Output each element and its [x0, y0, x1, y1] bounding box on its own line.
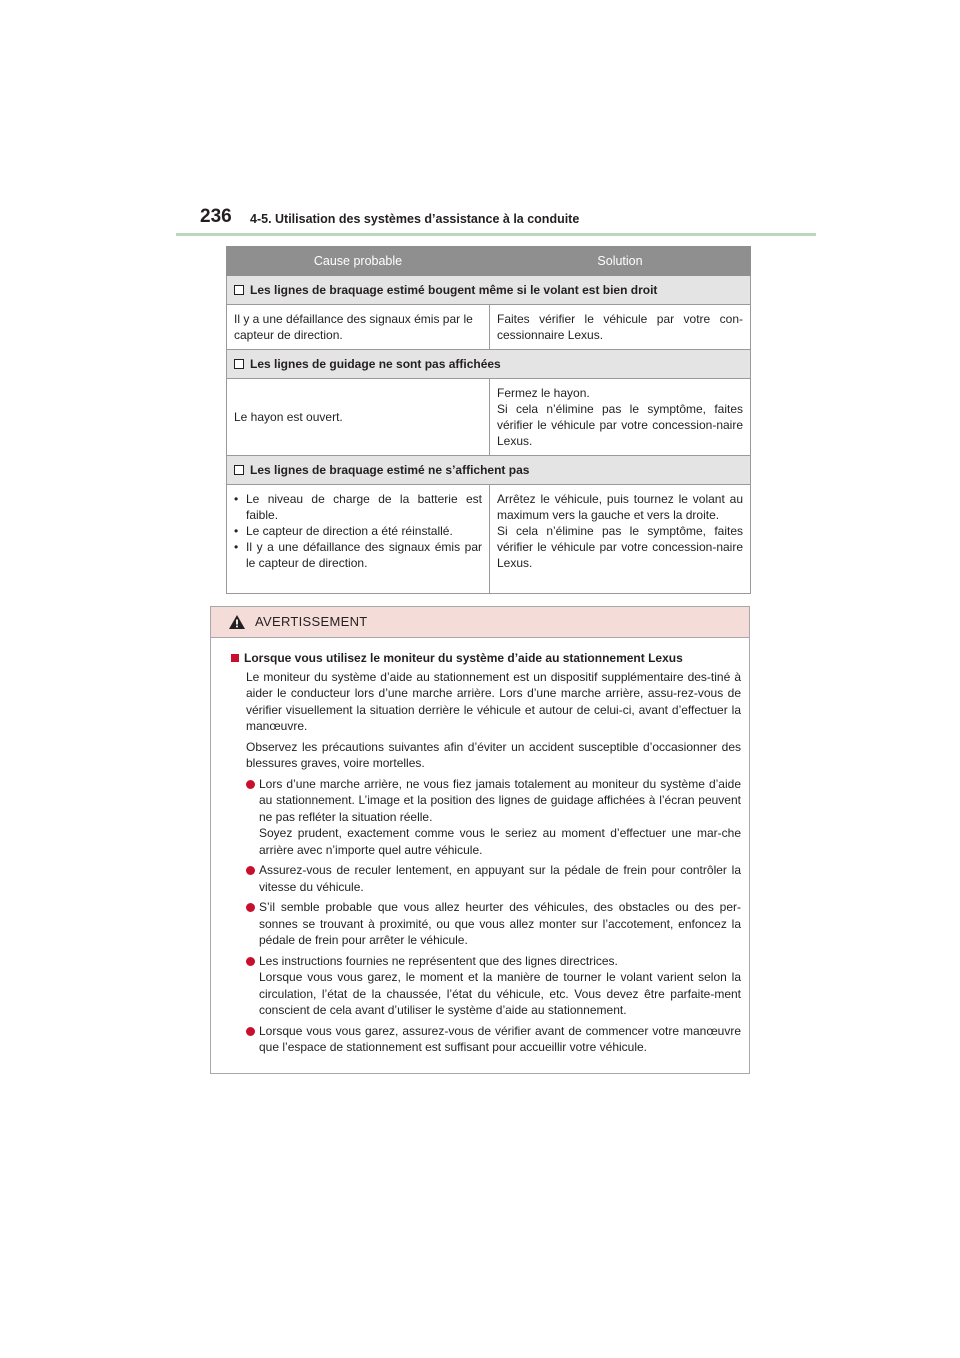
section-title: Les lignes de braquage estimé bougent même si le volant est bien droit [250, 283, 658, 297]
section-title: Les lignes de braquage estimé ne s’affichent pas [250, 463, 530, 477]
red-square-icon [231, 654, 239, 662]
warning-box [210, 606, 750, 1074]
section-title-cell [227, 456, 751, 485]
section-title: 4-5. Utilisation des systèmes d’assistance à la conduite [250, 212, 580, 226]
warning-body [211, 638, 749, 1056]
warning-header [211, 607, 749, 638]
list-item-text: Soyez prudent, exactement comme vous le seriez au moment d’effectuer une mar-che arrière avec n’importe quel autre véhicule. [259, 826, 741, 857]
list-item-text: Lors d’une marche arrière, ne vous fiez jamais totalement au moniteur du système d’aide au stationnement. L’image et la position des lignes de guidage affichées à l’écran peuvent ne pas refléter la situation réelle. [259, 776, 741, 824]
list-item-text: Lorsque vous vous garez, assurez-vous de vérifier avant de commencer votre manœuvre que l’espace de stationnement est suffisant pour accueillir votre véhicule. [259, 1023, 741, 1054]
warning-heading [227, 650, 741, 667]
list-item [227, 862, 741, 895]
warning-heading-text: Lorsque vous utilisez le moniteur du système d’aide au stationnement Lexus [244, 651, 683, 665]
solution-text: Fermez le hayon. [497, 386, 590, 400]
page-header [176, 204, 816, 236]
page-number: 236 [200, 206, 232, 227]
list-item [227, 1023, 741, 1056]
list-item-text: Lorsque vous vous garez, le moment et la manière de tourner le volant varient selon la circulation, l’état de la chaussée, l’état du véhicule, etc. Vous devez être parfaite-ment conscient de cela avant d’utiliser le système d’aide au stationnement. [259, 970, 741, 1017]
solution-cell [490, 379, 751, 456]
list-item: • Le capteur de direction a été réinstallé. [234, 523, 482, 539]
troubleshooting-table [226, 246, 751, 594]
red-bullet-icon [246, 780, 255, 789]
solution-cell [490, 305, 751, 350]
solution-text: Arrêtez le véhicule, puis tournez le volant au maximum vers la gauche et vers la droite. [497, 492, 743, 522]
solution-cell [490, 485, 751, 594]
list-item [227, 899, 741, 949]
section-row [227, 350, 751, 379]
list-item: • Le niveau de charge de la batterie est faible. [234, 491, 482, 523]
section-row [227, 276, 751, 305]
cause-cell [227, 485, 490, 594]
header-rule [176, 233, 816, 236]
list-item [227, 776, 741, 859]
warning-title: AVERTISSEMENT [255, 614, 368, 629]
table-header-row [227, 247, 751, 276]
cause-cell [227, 305, 490, 350]
red-bullet-icon [246, 903, 255, 912]
table-row [227, 485, 751, 594]
section-title-cell [227, 276, 751, 305]
table-row [227, 379, 751, 456]
solution-text: Si cela n’élimine pas le symptôme, faites vérifier le véhicule par votre concession-naire Lexus. [497, 402, 743, 448]
warning-triangle-icon [228, 614, 246, 630]
list-item-text: S’il semble probable que vous allez heurter des véhicules, des obstacles ou des per-sonnes se trouvant à proximité, ou que vous allez monter sur l’accotement, enfoncez la pédale de frein pour arrêter le véhicule. [259, 900, 741, 947]
cause-list [234, 491, 482, 571]
warning-paragraph: Le moniteur du système d’aide au stationnement est un dispositif supplémentaire des-tiné à aider le conducteur lors d’une marche arrière. Lors d’une marche arrière, assu-rez-vous de vérifier visuellement la situation derrière le véhicule et autour de celui-ci, avant d’effectuer la manœuvre. [246, 669, 741, 733]
checkbox-icon [234, 359, 244, 369]
warning-list [227, 776, 741, 1056]
cause-text: Il y a une défaillance des signaux émis par le capteur de direction. [234, 312, 473, 342]
column-header-cause: Cause probable [227, 247, 490, 276]
column-header-solution: Solution [490, 247, 751, 276]
section-title-cell [227, 350, 751, 379]
checkbox-icon [234, 285, 244, 295]
table-row [227, 305, 751, 350]
list-item-text: Assurez-vous de reculer lentement, en appuyant sur la pédale de frein pour contrôler la vitesse du véhicule. [259, 863, 741, 894]
cause-cell [227, 379, 490, 456]
section-row [227, 456, 751, 485]
checkbox-icon [234, 465, 244, 475]
list-item: • Il y a une défaillance des signaux émis par le capteur de direction. [234, 539, 482, 571]
list-item [227, 953, 741, 1019]
red-bullet-icon [246, 957, 255, 966]
solution-text: Faites vérifier le véhicule par votre con-cessionnaire Lexus. [497, 312, 743, 342]
solution-text: Si cela n’élimine pas le symptôme, faites vérifier le véhicule par votre concession-naire Lexus. [497, 524, 743, 570]
warning-paragraph: Observez les précautions suivantes afin d’éviter un accident susceptible d’occasionner des blessures graves, voire mortelles. [246, 739, 741, 770]
red-bullet-icon [246, 866, 255, 875]
section-title: Les lignes de guidage ne sont pas affichées [250, 357, 501, 371]
cause-text: Le hayon est ouvert. [234, 410, 343, 424]
red-bullet-icon [246, 1027, 255, 1036]
list-item-text: Les instructions fournies ne représentent que des lignes directrices. [259, 953, 618, 968]
